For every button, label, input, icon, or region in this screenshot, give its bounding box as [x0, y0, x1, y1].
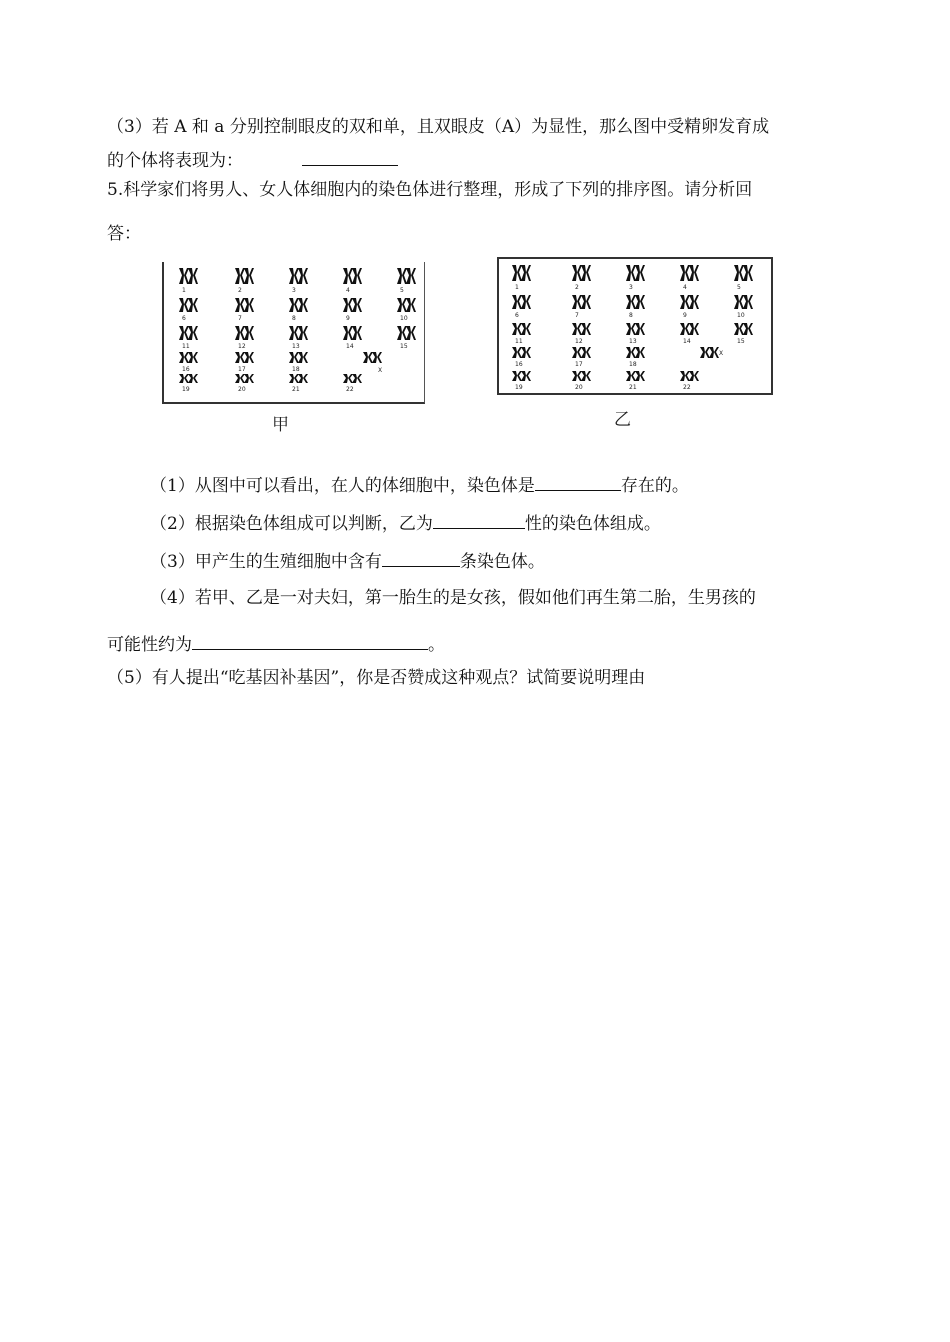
chromosome-number-yi-5: 5 [737, 284, 741, 291]
q5-sub3-blank[interactable] [382, 548, 460, 567]
chromosome-number-jia-11: 11 [182, 343, 190, 350]
q5-sub2-text-before: （2）根据染色体组成可以判断，乙为 [150, 514, 433, 534]
q3-answer-blank[interactable] [302, 147, 398, 166]
chromosome-pair-jia-22 [343, 374, 362, 383]
q5-stem-line1: 5.科学家们将男人、女人体细胞内的染色体进行整理，形成了下列的排序图。请分析回 [107, 180, 753, 200]
q3-line1: （3）若 A 和 a 分别控制眼皮的双和单，且双眼皮（A）为显性，那么图中受精卵发育成 [107, 117, 770, 137]
chromosome-number-jia-10: 10 [400, 315, 408, 322]
chromosome-pair-yi-11 [512, 323, 531, 335]
caption-jia: 甲 [272, 415, 289, 435]
chromosome-pair-yi-4 [680, 265, 699, 281]
chromosome-pair-jia-17 [235, 352, 254, 363]
chromosome-number-jia-18: 18 [292, 366, 300, 373]
chromosome-pair-jia-15 [397, 326, 416, 340]
chromosome-pair-yi-13 [626, 323, 645, 335]
chromosome-number-jia-19: 19 [182, 386, 190, 393]
sex-chromosome-label-yi: X [719, 350, 724, 357]
karyotype-panel-yi [497, 257, 773, 397]
q5-sub1-text-after: 存在的。 [620, 476, 689, 496]
chromosome-number-jia-2: 2 [238, 287, 242, 294]
chromosome-number-yi-3: 3 [629, 284, 633, 291]
chromosome-number-jia-14: 14 [346, 343, 354, 350]
chromosome-number-yi-2: 2 [575, 284, 579, 291]
chromosome-number-yi-8: 8 [629, 312, 633, 319]
chromosome-pair-jia-8 [289, 298, 308, 312]
chromosome-pair-yi-3 [626, 265, 645, 281]
chromosome-number-jia-6: 6 [182, 315, 186, 322]
q5-sub4-line2 [107, 631, 445, 656]
chromosome-pair-yi-20 [572, 371, 591, 381]
chromosome-pair-yi-2 [572, 265, 591, 281]
chromosome-number-yi-13: 13 [629, 338, 637, 345]
karyotype-figure-yi [497, 257, 773, 397]
sex-chromosome-label-jia: X [378, 367, 383, 374]
chromosome-pair-yi-14 [680, 323, 699, 335]
chromosome-number-jia-7: 7 [238, 315, 242, 322]
chromosome-pair-jia-14 [343, 326, 362, 340]
chromosome-pair-yi-18 [626, 347, 645, 358]
chromosome-pair-jia-21 [289, 374, 308, 383]
q5-sub4-text-before: 可能性约为 [107, 635, 192, 655]
chromosome-number-yi-10: 10 [737, 312, 745, 319]
q5-sub5: （5）有人提出“吃基因补基因”，你是否赞成这种观点？试简要说明理由 [107, 668, 646, 688]
chromosome-pair-yi-10 [734, 295, 753, 309]
chromosome-number-jia-20: 20 [238, 386, 246, 393]
chromosome-number-jia-15: 15 [400, 343, 408, 350]
chromosome-pair-yi-22 [680, 371, 699, 381]
chromosome-number-jia-21: 21 [292, 386, 300, 393]
chromosome-pair-jia-4 [343, 268, 362, 284]
chromosome-number-yi-7: 7 [575, 312, 579, 319]
chromosome-pair-jia-10 [397, 298, 416, 312]
chromosome-number-yi-16: 16 [515, 361, 523, 368]
chromosome-number-yi-21: 21 [629, 384, 637, 391]
q5-sub2-blank[interactable] [433, 510, 525, 529]
chromosome-number-yi-15: 15 [737, 338, 745, 345]
chromosome-pair-jia-11 [179, 326, 198, 340]
chromosome-number-yi-1: 1 [515, 284, 519, 291]
chromosome-number-jia-16: 16 [182, 366, 190, 373]
chromosome-pair-jia-13 [289, 326, 308, 340]
chromosome-number-jia-8: 8 [292, 315, 296, 322]
chromosome-pair-yi-12 [572, 323, 591, 335]
chromosome-pair-yi-7 [572, 295, 591, 309]
q5-sub4-text-after: 。 [428, 635, 445, 655]
chromosome-pair-yi-8 [626, 295, 645, 309]
q5-sub2-text-after: 性的染色体组成。 [524, 514, 661, 534]
q5-sub1 [150, 472, 689, 497]
chromosome-number-jia-22: 22 [346, 386, 354, 393]
q5-sub4-line1: （4）若甲、乙是一对夫妇，第一胎生的是女孩，假如他们再生第二胎，生男孩的 [150, 588, 756, 608]
chromosome-pair-jia-1 [179, 268, 198, 284]
chromosome-number-yi-12: 12 [575, 338, 583, 345]
karyotype-figure-jia [160, 258, 428, 408]
q5-stem-line2: 答： [107, 224, 141, 244]
chromosome-pair-jia-2 [235, 268, 254, 284]
chromosome-pair-yi-19 [512, 371, 531, 381]
karyotype-panel-jia [160, 258, 428, 428]
chromosome-number-yi-6: 6 [515, 312, 519, 319]
chromosome-pair-jia-12 [235, 326, 254, 340]
chromosome-pair-jia-20 [235, 374, 254, 383]
q5-sub2 [150, 510, 661, 535]
chromosome-pair-jia-5 [397, 268, 416, 284]
chromosome-number-yi-17: 17 [575, 361, 583, 368]
chromosome-pair-jia-9 [343, 298, 362, 312]
chromosome-number-yi-11: 11 [515, 338, 523, 345]
chromosome-number-jia-1: 1 [182, 287, 186, 294]
chromosome-pair-yi-6 [512, 295, 531, 309]
q5-sub1-text-before: （1）从图中可以看出，在人的体细胞中，染色体是 [150, 476, 535, 496]
chromosome-pair-yi-9 [680, 295, 699, 309]
chromosome-pair-jia-6 [179, 298, 198, 312]
chromosome-number-jia-5: 5 [400, 287, 404, 294]
q5-sub3 [150, 548, 545, 573]
chromosome-pair-jia-16 [179, 352, 198, 363]
chromosome-pair-jia-18 [289, 352, 308, 363]
q5-sub3-text-after: 条染色体。 [459, 552, 545, 572]
q3-line2-text: 的个体将表现为： [107, 151, 243, 171]
chromosome-pair-jia-19 [179, 374, 198, 383]
chromosome-number-jia-17: 17 [238, 366, 246, 373]
chromosome-pair-yi-5 [734, 265, 753, 281]
chromosome-number-yi-20: 20 [575, 384, 583, 391]
chromosome-pair-jia-3 [289, 268, 308, 284]
chromosome-number-yi-9: 9 [683, 312, 687, 319]
q5-sub3-text-before: （3）甲产生的生殖细胞中含有 [150, 552, 382, 572]
chromosome-pair-yi-16 [512, 347, 531, 358]
caption-yi: 乙 [614, 410, 631, 430]
chromosome-number-yi-22: 22 [683, 384, 691, 391]
chromosome-number-yi-4: 4 [683, 284, 687, 291]
chromosome-sex-yi [700, 347, 719, 358]
q5-sub1-blank[interactable] [535, 472, 621, 491]
chromosome-number-yi-18: 18 [629, 361, 637, 368]
chromosome-pair-yi-17 [572, 347, 591, 358]
chromosome-pair-jia-7 [235, 298, 254, 312]
chromosome-number-jia-3: 3 [292, 287, 296, 294]
chromosome-number-yi-14: 14 [683, 338, 691, 345]
chromosome-sex-jia [363, 352, 382, 363]
q5-sub4-blank[interactable] [192, 631, 428, 650]
chromosome-number-jia-4: 4 [346, 287, 350, 294]
q3-line2 [107, 147, 398, 172]
chromosome-number-yi-19: 19 [515, 384, 523, 391]
chromosome-pair-yi-15 [734, 323, 753, 335]
chromosome-pair-yi-1 [512, 265, 531, 281]
chromosome-number-jia-12: 12 [238, 343, 246, 350]
chromosome-pair-yi-21 [626, 371, 645, 381]
chromosome-number-jia-13: 13 [292, 343, 300, 350]
chromosome-number-jia-9: 9 [346, 315, 350, 322]
